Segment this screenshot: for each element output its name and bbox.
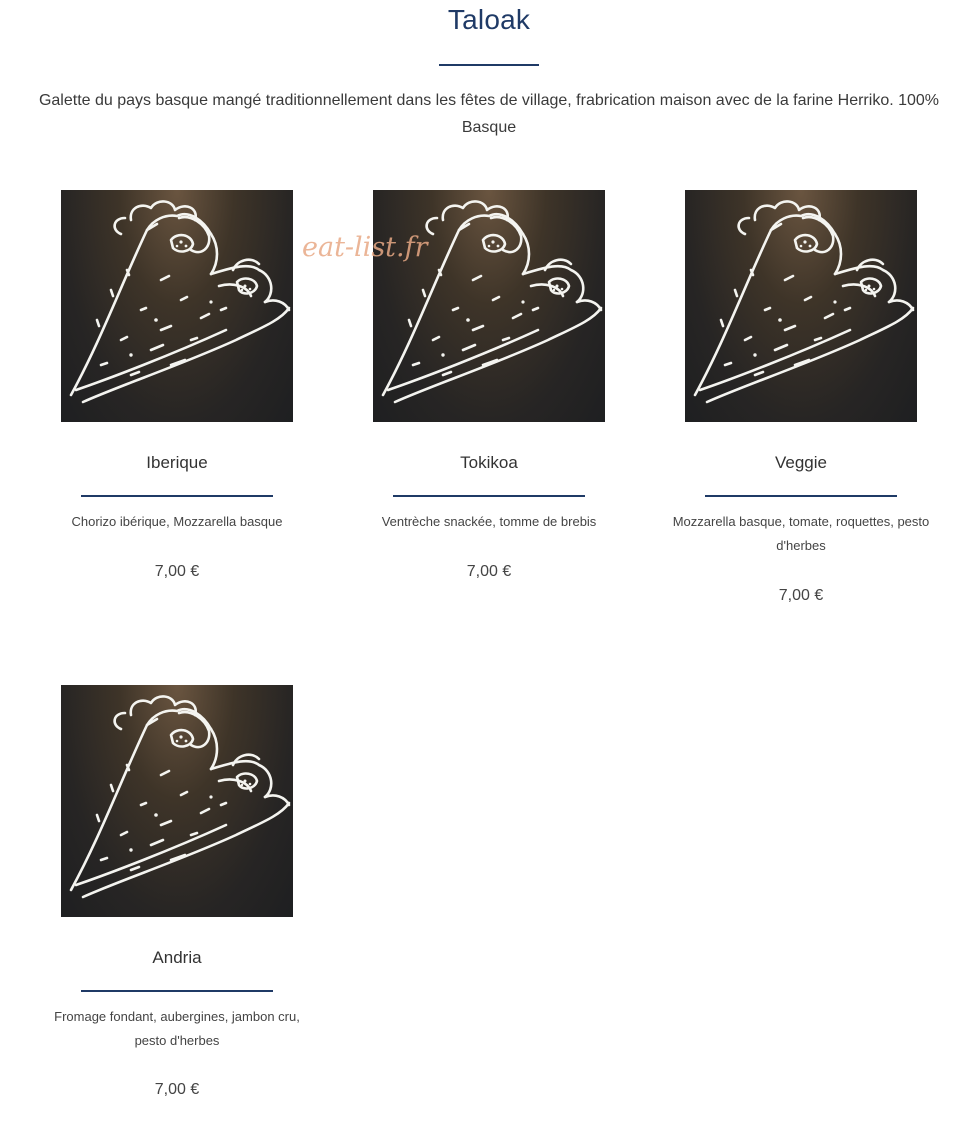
item-divider — [81, 990, 273, 992]
menu-item-description: Fromage fondant, aubergines, jambon cru, pesto d'herbes — [54, 1009, 300, 1048]
menu-item-price: 7,00 € — [154, 1081, 200, 1098]
galette-sketch — [685, 190, 917, 422]
galette-sketch — [61, 685, 293, 917]
menu-item-description: Ventrèche snackée, tomme de brebis — [381, 514, 597, 529]
menu-item-description: Chorizo ibérique, Mozzarella basque — [71, 514, 283, 529]
galette-drawing-image — [373, 190, 605, 422]
galette-drawing-image — [685, 190, 917, 422]
galette-drawing-image — [61, 190, 293, 422]
menu-item-name: Andria — [152, 948, 202, 967]
section-title: Taloak — [447, 4, 531, 35]
galette-sketch — [61, 190, 293, 422]
item-divider — [393, 495, 585, 497]
galette-sketch — [373, 190, 605, 422]
galette-drawing-image — [61, 685, 293, 917]
title-divider — [439, 64, 539, 66]
menu-item-price: 7,00 € — [154, 563, 200, 580]
item-divider — [705, 495, 897, 497]
section-description: Galette du pays basque mangé traditionnellement dans les fêtes de village, frabrication maison avec de la farine Herriko. 100% Basque — [38, 92, 940, 136]
menu-item-name: Iberique — [146, 453, 208, 472]
menu-item-price: 7,00 € — [778, 587, 824, 604]
watermark-text: eat-list.fr — [302, 232, 428, 263]
menu-item-description: Mozzarella basque, tomate, roquettes, pesto d'herbes — [672, 514, 930, 553]
menu-item-name: Veggie — [775, 453, 827, 472]
menu-item-name: Tokikoa — [460, 453, 518, 472]
item-divider — [81, 495, 273, 497]
menu-item-price: 7,00 € — [466, 563, 512, 580]
